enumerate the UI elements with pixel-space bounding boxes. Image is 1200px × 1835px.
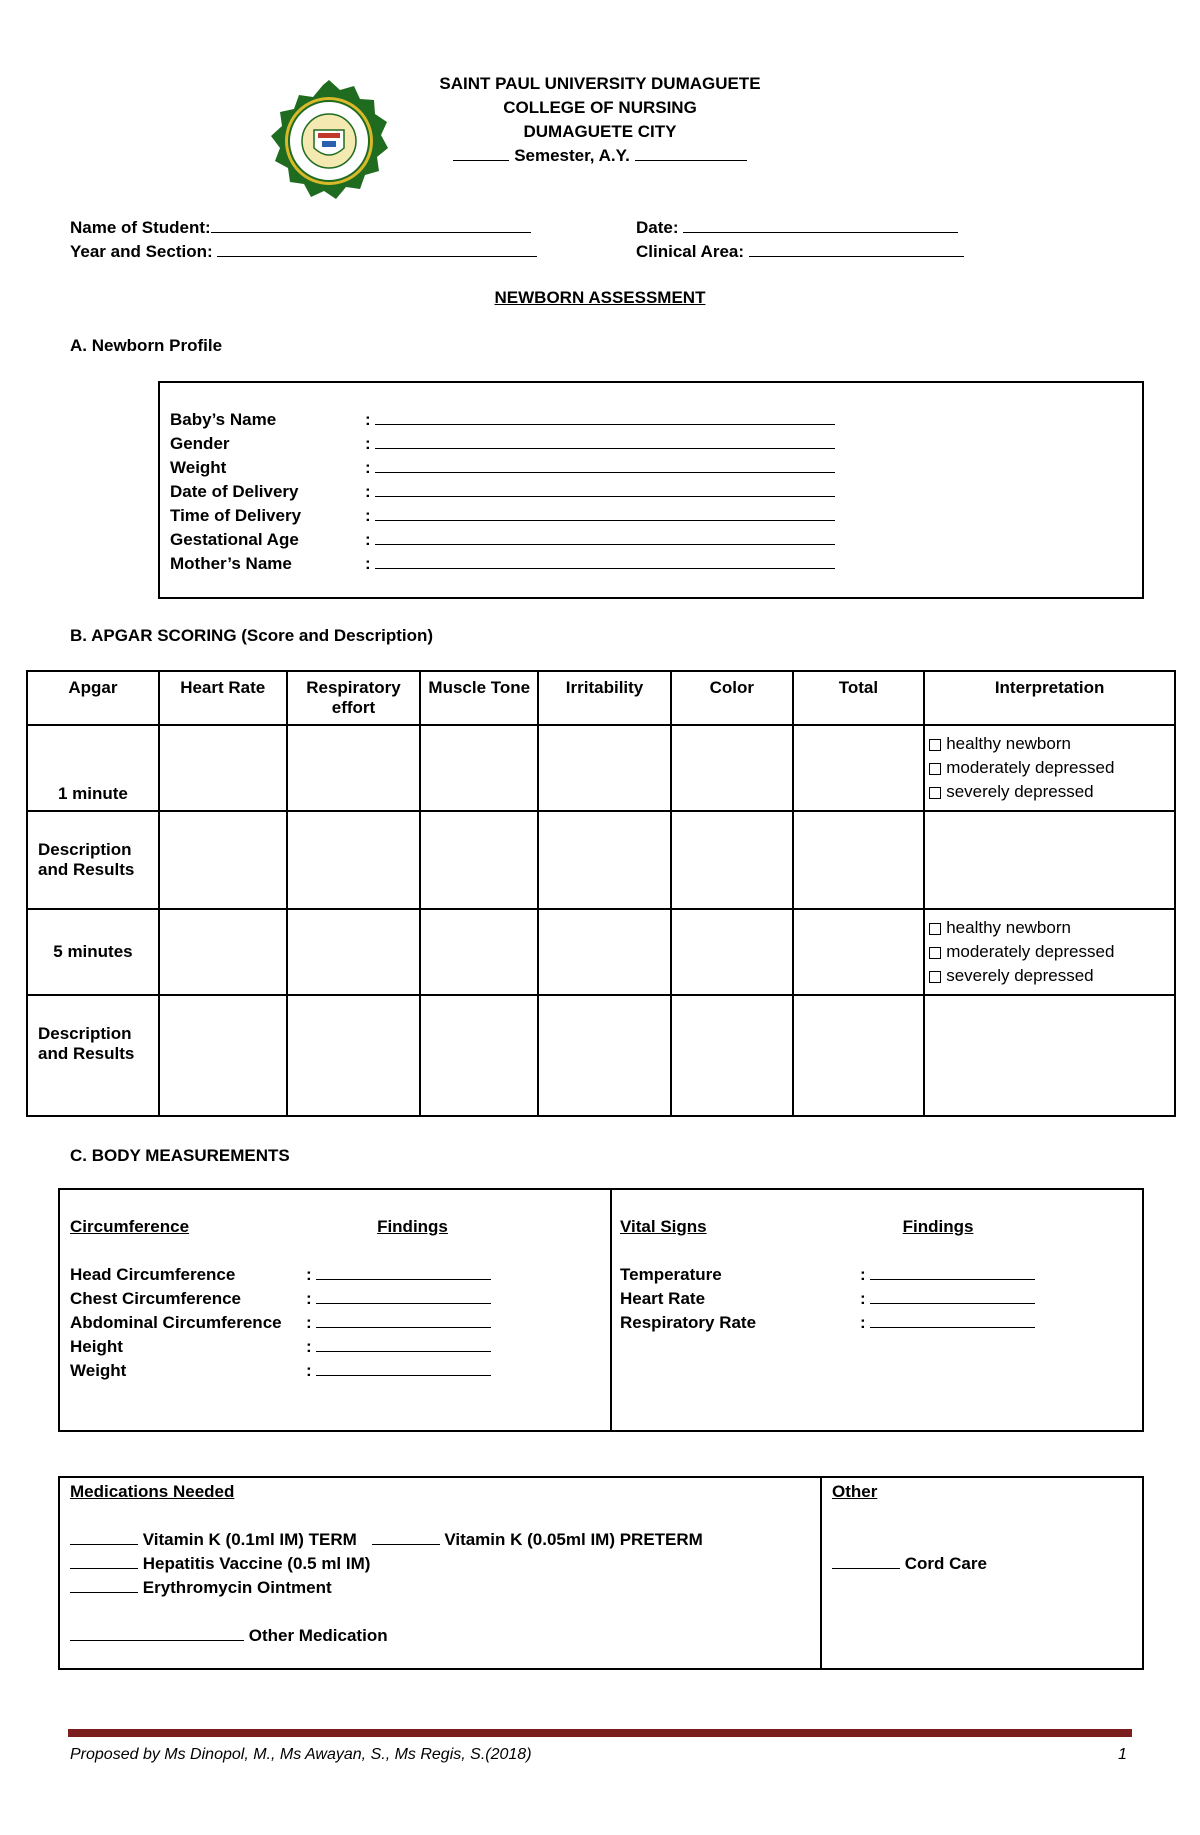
medications-box [58,1476,1144,1670]
irritability-header: Irritability [538,671,671,725]
profile-field-row: Mother’s Name : [170,552,835,576]
profile-field-label: Gestational Age [170,530,299,549]
checkbox-option[interactable]: severely depressed [929,780,1170,804]
checkbox-icon[interactable] [929,739,941,751]
table-cell[interactable] [159,725,287,811]
measurement-row: Respiratory Rate : [620,1311,1035,1335]
checkbox-option[interactable]: severely depressed [929,964,1170,988]
body-measurements-box [58,1188,1144,1432]
table-cell[interactable] [671,811,793,909]
measurement-label: Abdominal Circumference [70,1313,282,1332]
apgar-table [26,670,1176,1117]
footer-credit: Proposed by Ms Dinopol, M., Ms Awayan, S., Ms Regis, S.(2018) [70,1746,532,1763]
hepatitis-row: Hepatitis Vaccine (0.5 ml IM) [70,1552,703,1576]
clinical-area-row: Clinical Area: [636,240,964,264]
measurement-row: Chest Circumference : [70,1287,491,1311]
table-cell[interactable] [287,995,421,1116]
date-field[interactable] [683,216,958,233]
checkbox-icon[interactable] [929,763,941,775]
erythromycin-row: Erythromycin Ointment [70,1576,703,1600]
table-cell[interactable] [924,995,1175,1116]
findings-header: Findings [377,1217,448,1236]
table-cell[interactable] [420,725,538,811]
page-number: 1 [1118,1746,1127,1763]
year-section-field[interactable] [217,240,537,257]
cord-care-row: Cord Care [832,1552,987,1576]
checkbox-icon[interactable] [929,923,941,935]
measurement-label: Weight [70,1361,127,1380]
table-cell[interactable] [538,725,671,811]
profile-field-input[interactable] [375,432,835,449]
table-cell[interactable] [671,725,793,811]
measurement-label: Head Circumference [70,1265,236,1284]
muscle-tone-header: Muscle Tone [420,671,538,725]
interpretation-5min [924,909,1175,995]
table-cell[interactable] [793,725,925,811]
column-divider [820,1478,822,1668]
checkbox-option[interactable]: moderately depressed [929,756,1170,780]
table-cell[interactable] [287,725,421,811]
form-title: NEWBORN ASSESSMENT [494,288,706,307]
clinical-area-field[interactable] [749,240,964,257]
measurement-label: Temperature [620,1265,722,1284]
measurement-input[interactable] [316,1263,491,1280]
profile-field-input[interactable] [375,456,835,473]
profile-field-label: Time of Delivery [170,506,302,525]
checkbox-icon[interactable] [929,787,941,799]
table-cell[interactable] [538,995,671,1116]
profile-field-input[interactable] [375,504,835,521]
profile-field-row: Date of Delivery : [170,480,835,504]
table-cell[interactable] [159,995,287,1116]
measurement-row: Weight : [70,1359,491,1383]
checkbox-icon[interactable] [929,971,941,983]
measurement-input[interactable] [870,1311,1035,1328]
apgar-header: Apgar [27,671,159,725]
one-minute-label: 1 minute [27,725,159,811]
table-cell[interactable] [420,909,538,995]
description-results-label: Description and Results [27,811,159,909]
checkbox-icon[interactable] [929,947,941,959]
semester-line: Semester, A.Y. [300,144,900,168]
newborn-profile-box [158,381,1144,599]
year-section-row: Year and Section: [70,240,537,264]
measurement-label: Heart Rate [620,1289,706,1308]
student-name-field[interactable] [211,216,531,233]
measurement-input[interactable] [316,1359,491,1376]
measurement-row: Abdominal Circumference : [70,1311,491,1335]
profile-field-row: Time of Delivery : [170,504,835,528]
interpretation-1min [924,725,1175,811]
profile-field-input[interactable] [375,528,835,545]
footer-bar [68,1729,1132,1737]
profile-field-label: Gender [170,434,230,453]
university-name: SAINT PAUL UNIVERSITY DUMAGUETE [439,74,761,93]
measurement-label: Respiratory Rate [620,1313,757,1332]
profile-field-row: Gestational Age : [170,528,835,552]
profile-field-input[interactable] [375,480,835,497]
measurement-input[interactable] [870,1287,1035,1304]
check-field[interactable] [70,1528,138,1545]
section-a-title: A. Newborn Profile [70,336,223,355]
table-cell[interactable] [159,909,287,995]
table-cell[interactable] [924,811,1175,909]
measurement-input[interactable] [316,1287,491,1304]
five-minutes-label: 5 minutes [27,909,159,995]
other-header: Other [832,1482,878,1501]
measurement-input[interactable] [316,1311,491,1328]
circumference-header: Circumference [70,1217,190,1236]
vitamin-k-row: Vitamin K (0.1ml IM) TERM Vitamin K (0.05ml IM) PRETERM [70,1528,703,1552]
vital-signs-header: Vital Signs [620,1217,707,1236]
checkbox-option[interactable]: moderately depressed [929,940,1170,964]
table-cell[interactable] [538,909,671,995]
checkbox-option[interactable]: healthy newborn [929,732,1170,756]
other-medication-field[interactable] [70,1624,244,1641]
respiratory-effort-header: Respiratory effort [287,671,421,725]
check-field[interactable] [70,1576,138,1593]
table-cell[interactable] [793,995,925,1116]
table-cell[interactable] [671,995,793,1116]
measurement-input[interactable] [870,1263,1035,1280]
measurement-row: Height : [70,1335,491,1359]
profile-field-label: Weight [170,458,227,477]
date-row: Date: [636,216,964,240]
section-b-title: B. APGAR SCORING (Score and Description) [70,626,434,645]
description-results-label: Description and Results [27,995,159,1116]
profile-field-row: Weight : [170,456,835,480]
profile-field-row: Baby’s Name : [170,408,835,432]
table-cell[interactable] [287,909,421,995]
city-name: DUMAGUETE CITY [523,122,677,141]
table-cell[interactable] [159,811,287,909]
table-cell[interactable] [671,909,793,995]
check-field[interactable] [70,1552,138,1569]
measurement-row: Temperature : [620,1263,1035,1287]
column-divider [610,1190,612,1430]
table-cell[interactable] [793,909,925,995]
profile-field-input[interactable] [375,552,835,569]
color-header: Color [671,671,793,725]
section-c-title: C. BODY MEASUREMENTS [70,1146,290,1165]
table-cell[interactable] [287,811,421,909]
total-header: Total [793,671,925,725]
table-cell[interactable] [538,811,671,909]
table-cell[interactable] [420,995,538,1116]
checkbox-option[interactable]: healthy newborn [929,916,1170,940]
interpretation-header: Interpretation [924,671,1175,725]
profile-field-label: Date of Delivery [170,482,299,501]
college-name: COLLEGE OF NURSING [503,98,697,117]
student-name-row: Name of Student: [70,216,537,240]
profile-field-label: Baby’s Name [170,410,277,429]
measurement-row: Head Circumference : [70,1263,491,1287]
measurement-row: Heart Rate : [620,1287,1035,1311]
measurement-label: Chest Circumference [70,1289,242,1308]
heart-rate-header: Heart Rate [159,671,287,725]
measurement-label: Height [70,1337,123,1356]
medications-header: Medications Needed [70,1482,235,1501]
findings-header: Findings [902,1217,974,1236]
profile-field-row: Gender : [170,432,835,456]
check-field[interactable] [832,1552,900,1569]
profile-field-input[interactable] [375,408,835,425]
table-cell[interactable] [420,811,538,909]
other-medication-row: Other Medication [70,1624,703,1648]
table-cell[interactable] [793,811,925,909]
check-field[interactable] [372,1528,440,1545]
profile-field-label: Mother’s Name [170,554,292,573]
measurement-input[interactable] [316,1335,491,1352]
